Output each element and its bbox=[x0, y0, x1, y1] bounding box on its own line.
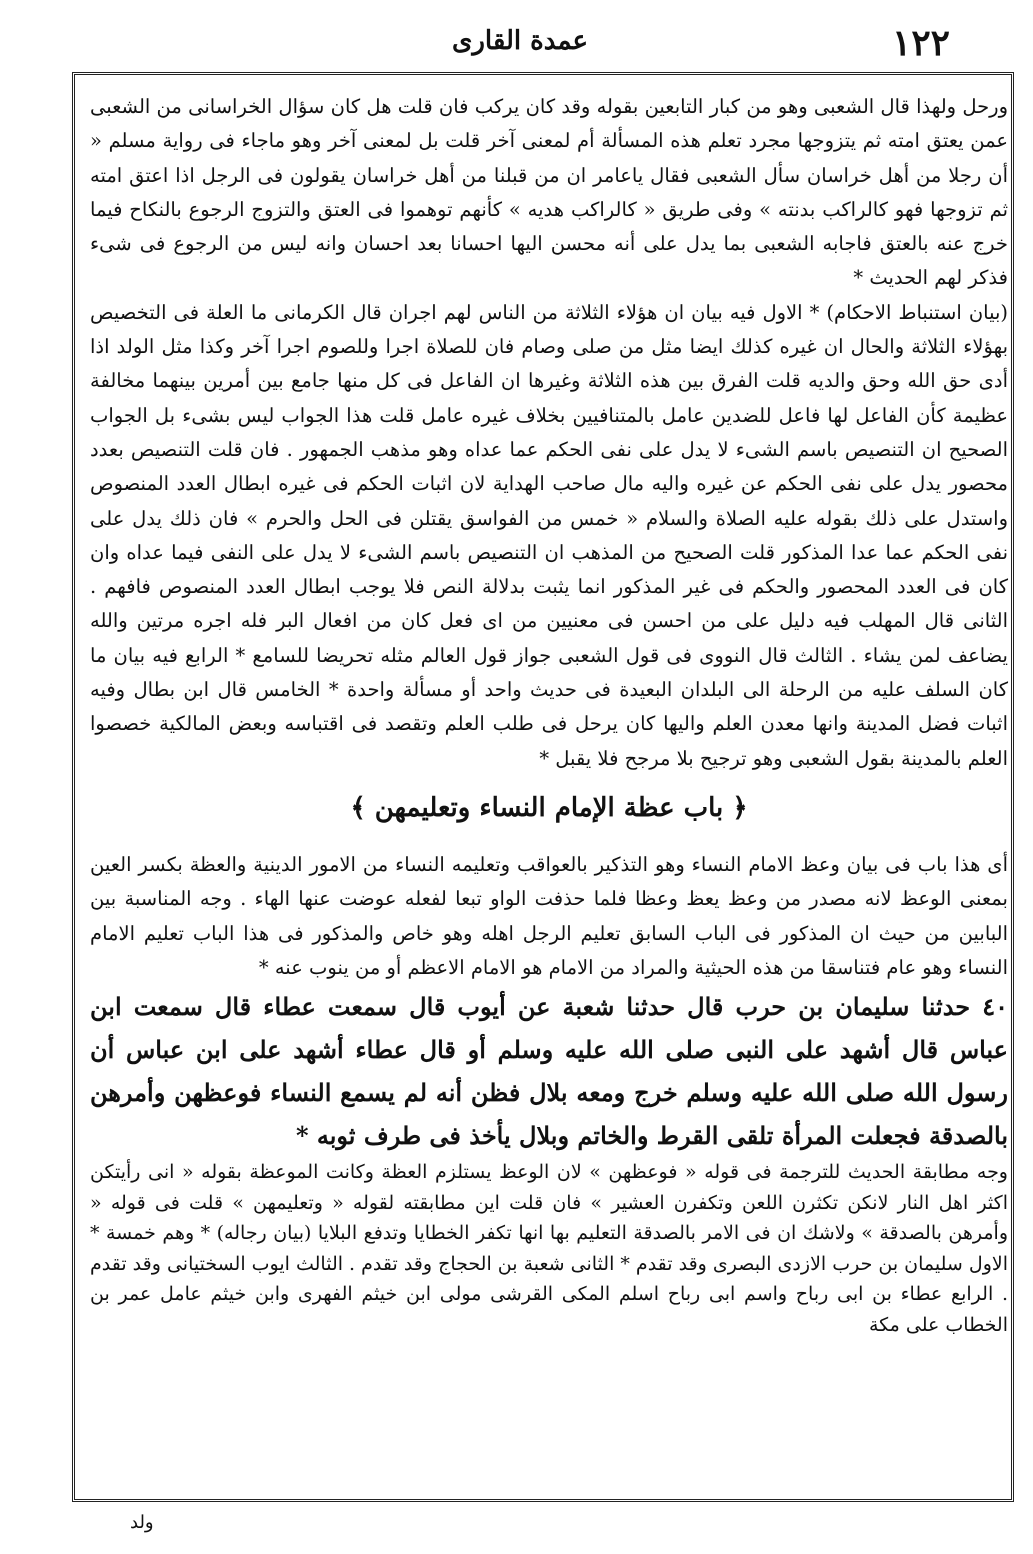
page-number: ١٢٢ bbox=[891, 22, 950, 64]
page-header bbox=[80, 22, 960, 70]
hadith-commentary: وجه مطابقة الحديث للترجمة فى قوله « فوعظهن » لان الوعظ يستلزم العظة وكانت الموعظة بقوله « انى رأيتكن اكثر اهل النار لانكن تكثرن اللعن وتكفرن العشير » فان قلت اين مطابقته لقوله « وتعليمهن » قلت فى قوله « وأمرهن بالصدقة » ولاشك ان فى الامر بالصدقة التعليم بها انها تكفر الخطايا وتدفع البلايا (بيان رجاله) * وهم خمسة * الاول سليمان بن حرب الازدى البصرى وقد تقدم * الثانى شعبة بن الحجاج وقد تقدم . الثالث ايوب السختيانى وقد تقدم . الرابع عطاء بن ابى رباح واسم ابى رباح اسلم المكى القرشى مولى ابن خيثم الفهرى وابن خيثم عامل عمر بن الخطاب على مكة bbox=[90, 1161, 1008, 1336]
page-body bbox=[90, 90, 1008, 1340]
text-paragraph: ورحل ولهذا قال الشعبى وهو من كبار التابعين بقوله وقد كان يركب فان قلت هل كان سؤال الخراسانى من الشعبى عمن يعتق امته ثم يتزوجها مجرد تعلم هذه المسألة أم لمعنى آخر قلت بل لمعنى آخر وهو ماجاء فى رواية مسلم « أن رجلا من أهل خراسان سأل الشعبى فقال ياعامر ان من قبلنا من أهل خراسان يقولون فى الرجل اذا اعتق امته ثم تزوجها فهو كالراكب بدنته » وفى طريق « كالراكب هديه » كأنهم توهموا فى العتق والتزوج الرجوع بالنكاح فيما خرج عنه بالعتق فاجابه الشعبى بما يدل على أنه محسن اليها احسانا بعد احسان وانه ليس من الرجوع فى شىء فذكر لهم الحديث * bbox=[90, 95, 1008, 290]
text-paragraph: (بيان استنباط الاحكام) * الاول فيه بيان ان هؤلاء الثلاثة من الناس لهم اجران قال الكرمانى ما العلة فى التخصيص بهؤلاء الثلاثة والحال ان غيره كذلك ايضا مثل من صلى وصام فان للصلاة اجرا وللصوم اجرا آخر وكذا مثل الولد اذا أدى حق الله وحق والديه قلت الفرق بين هذه الثلاثة وغيرها ان الفاعل فى كل منها جامع بين أمرين بينهما مخالفة عظيمة كأن الفاعل لها فاعل للضدين عامل بالمتنافيين بخلاف غيره عامل قلت هذا الجواب ليس بشىء بل الجواب الصحيح ان التنصيص باسم الشىء لا يدل على نفى الحكم عما عداه وهو مذهب الجمهور . فان قلت التنصيص بعدد محصور يدل على نفى الحكم عن غيره واليه مال صاحب الهداية لان اثبات الحكم فى غيره ابطال العدد المنصوص واستدل على ذلك بقوله عليه الصلاة والسلام « خمس من الفواسق يقتلن فى الحل والحرم » فان ذلك يدل على نفى الحكم عما عدا المذكور قلت الصحيح من المذهب ان التنصيص باسم الشىء لا يدل على النفى فيما عداه وان كان فى العدد المحصور والحكم فى غير المذكور انما يثبت بدلالة النص فلا يوجب ابطال العدد المنصوص فافهم . الثانى قال المهلب فيه دليل على من احسن فى معنيين من اى فعل كان من افعال البر فله اجره مرتين والله يضاعف لمن يشاء . الثالث قال النووى فى قول الشعبى جواز قول العالم مثله تحريضا للسامع * الرابع فيه بيان ما كان السلف عليه من الرحلة الى البلدان البعيدة فى حديث واحد أو مسألة واحدة * الخامس قال ابن بطال وفيه اثبات فضل المدينة وانها معدن العلم واليها كان يرحل فى طلب العلم وتقصد فى اقتباسه وبعض المالكية خصصوا العلم بالمدينة بقول الشعبى وهو ترجيح بلا مرجح فلا يقبل * bbox=[90, 300, 1008, 770]
hadith-text: ٤٠ حدثنا سليمان بن حرب قال حدثنا شعبة عن أيوب قال سمعت عطاء قال سمعت ابن عباس قال أشهد على النبى صلى الله عليه وسلم أو قال عطاء أشهد على ابن عباس أن رسول الله صلى الله عليه وسلم خرج ومعه بلال فظن أنه لم يسمع النساء فوعظهن وأمرهن بالصدقة فجعلت المرأة تلقى القرط والخاتم وبلال يأخذ فى طرف ثوبه * bbox=[90, 992, 1009, 1151]
catchword: ولد bbox=[130, 1512, 154, 1533]
running-title: عمدة القارى bbox=[452, 26, 588, 56]
chapter-heading: ﴿ باب عظة الإمام النساء وتعليمهن ﴾ bbox=[350, 792, 748, 823]
chapter-intro: أى هذا باب فى بيان وعظ الامام النساء وهو التذكير بالعواقب وتعليمه النساء من الامور الدينية والعظة بكسر العين بمعنى الوعظ لانه مصدر من وعظ يعظ وعظا فلما حذفت الواو تبعا لفعله عوضت عنها الهاء . وجه المناسبة بين البابين من حيث ان المذكور فى الباب السابق تعليم الرجل اهله وهو خاص والمذكور فى هذا الباب تعليم الامام النساء وهو عام فتناسقا من هذه الحيثية والمراد من الامام هو الامام الاعظم أو من ينوب عنه * bbox=[90, 852, 1008, 979]
